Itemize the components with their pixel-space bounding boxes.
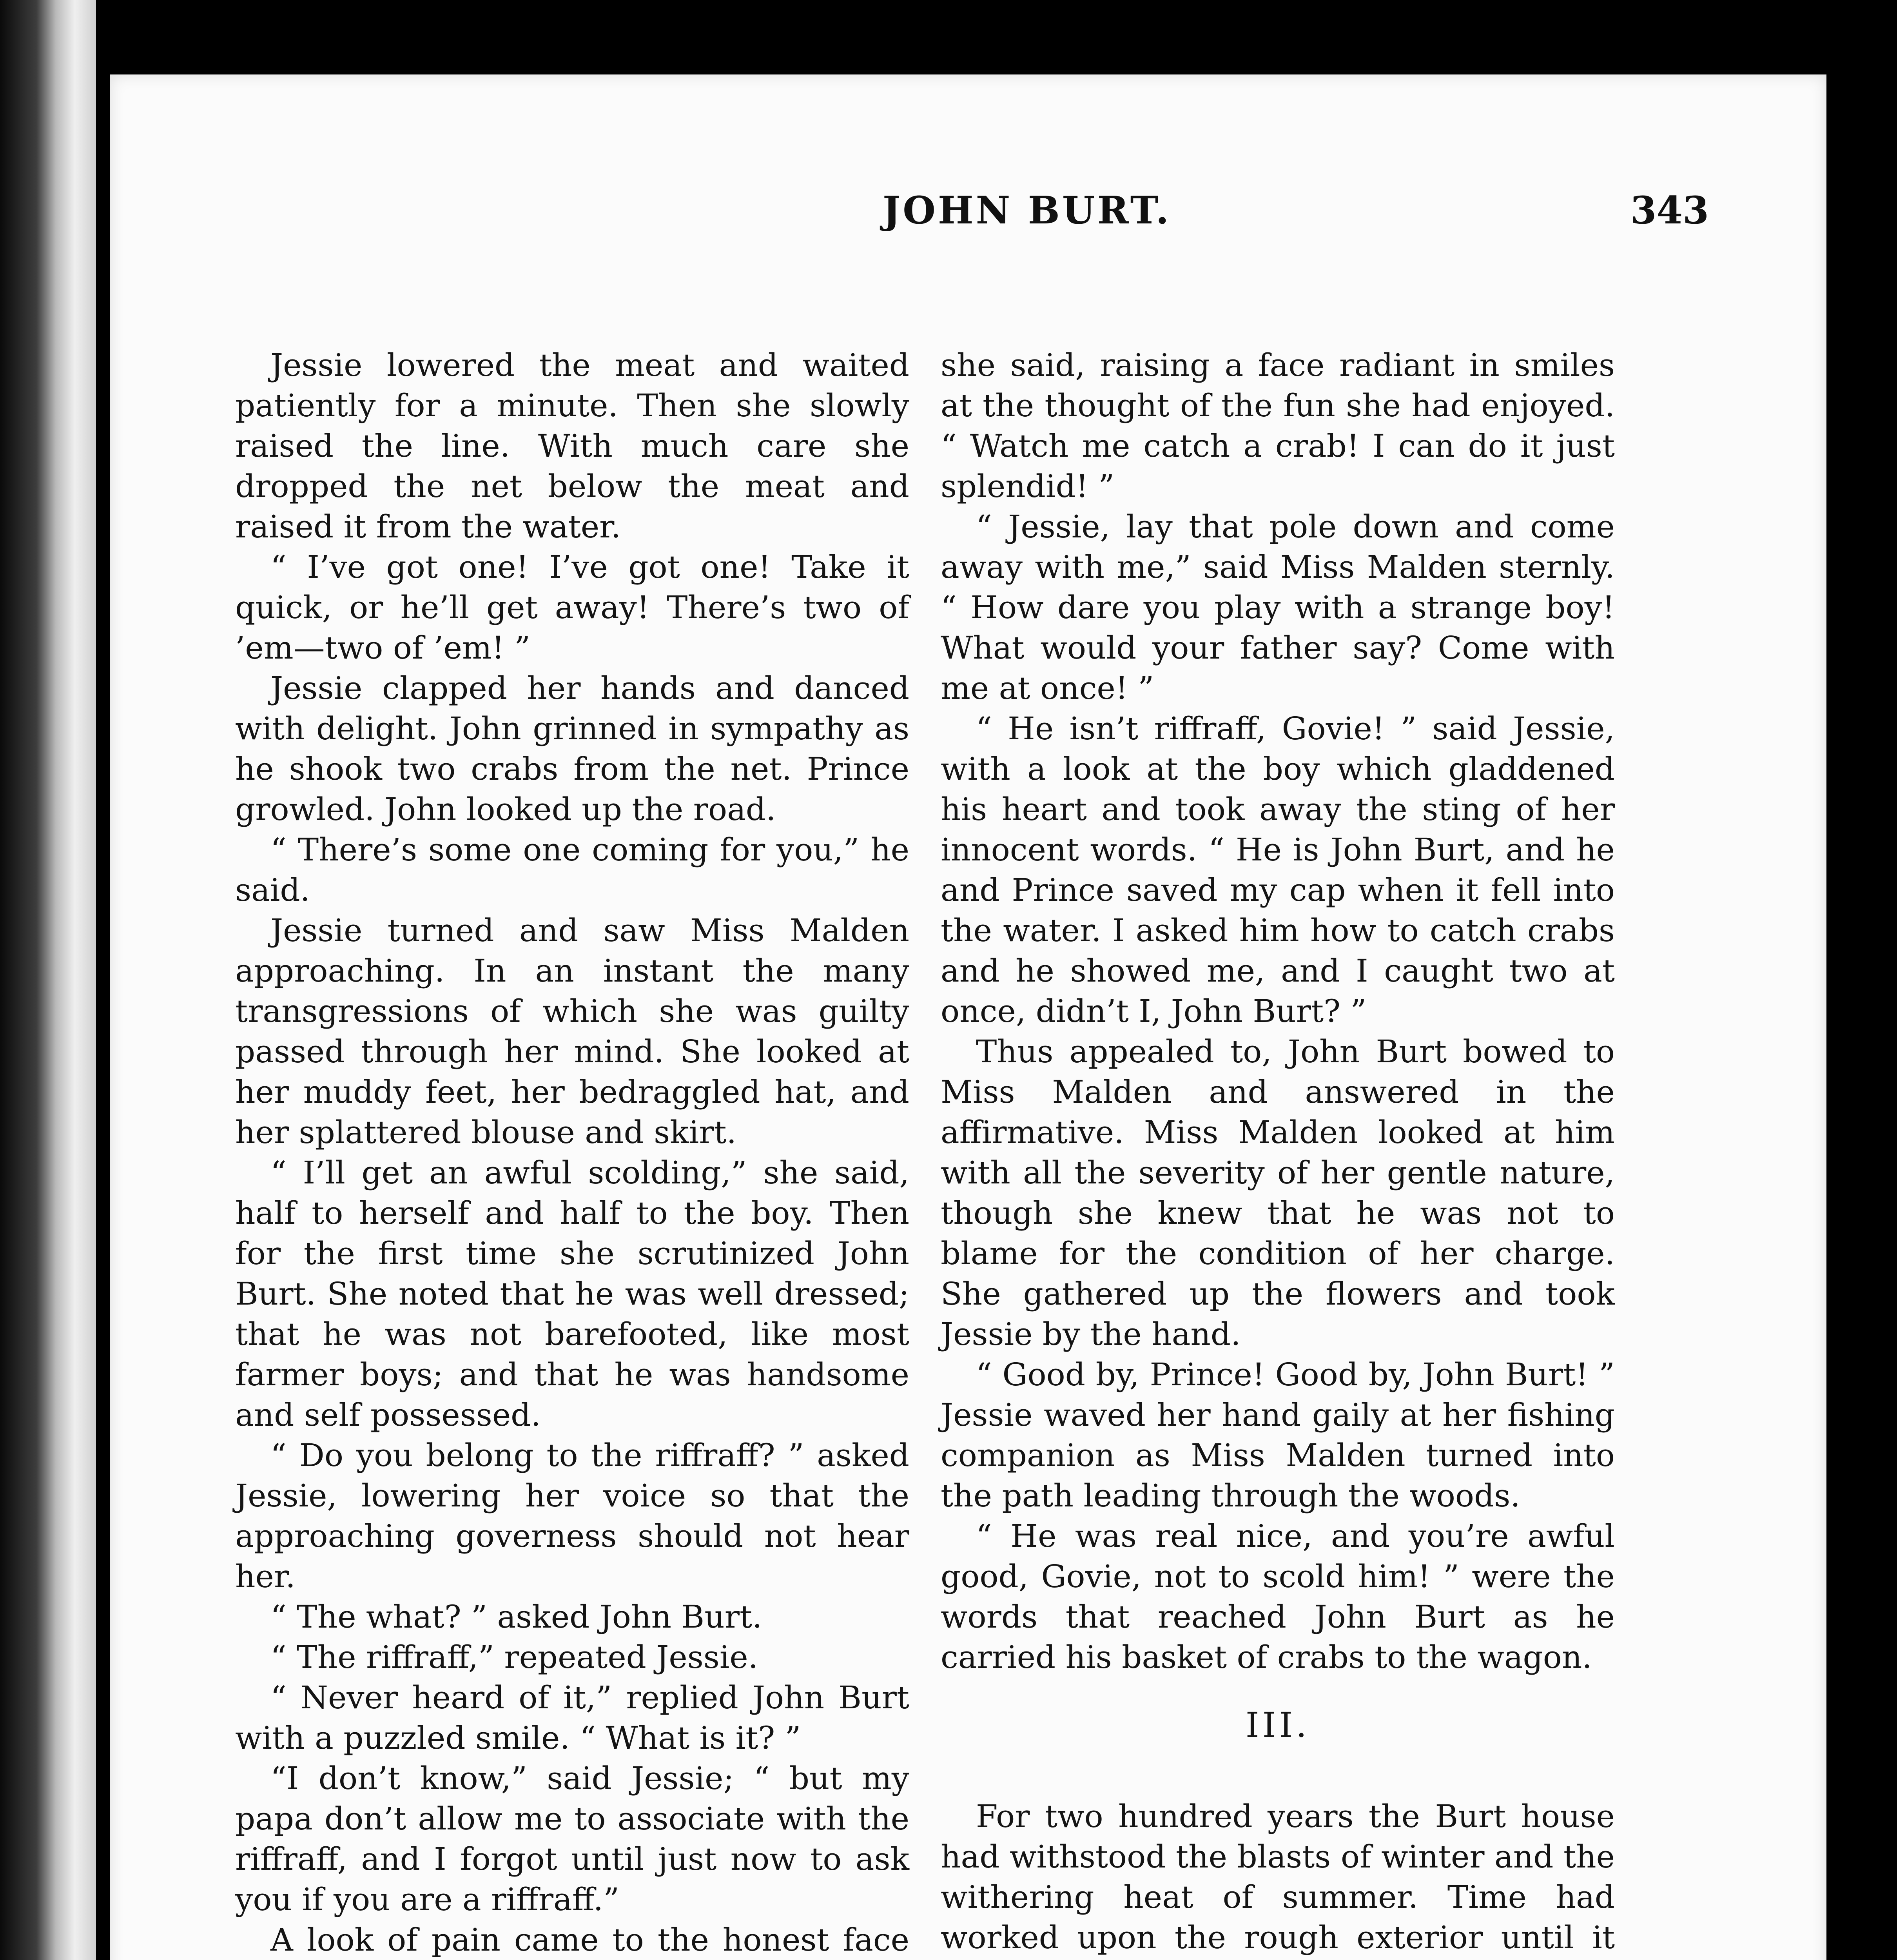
paragraph: For two hundred years the Burt house had withstood the blasts of winter and the withering heat of summer. Time had worked upon the rough exterior until it bbox=[941, 1798, 1615, 1956]
paragraph: “ Good by, Prince! Good by, John Burt! ” Jessie waved her hand gaily at her fishing companion as Miss Malden turned into the path leading through the woods. bbox=[941, 1356, 1615, 1514]
section-heading: III. bbox=[1245, 1705, 1310, 1745]
paragraph: Thus appealed to, John Burt bowed to Miss Malden and answered in the affirmative. Miss Malden looked at him with all the severity of her gentle nature, though she knew that he was not to blame for the condition of her charge. She gathered up the flowers and took Jessie by the hand. bbox=[941, 1033, 1615, 1352]
book-page bbox=[110, 74, 1826, 1960]
paragraph: “ Jessie, lay that pole down and come away with me,” said Miss Malden sternly. “ How dare you play with a strange boy! What would your father say? Come with me at once! ” bbox=[941, 508, 1615, 706]
paragraph: “ Never heard of it,” replied John Burt with a puzzled smile. “ What is it? ” bbox=[235, 1679, 909, 1756]
facing-page-edge bbox=[0, 0, 96, 1960]
paragraph: “ I’ve got one! I’ve got one! Take it quick, or he’ll get away! There’s two of ’em—two of ’em! ” bbox=[235, 549, 909, 666]
paragraph: “ I’ll get an awful scolding,” she said, half to herself and half to the boy. Then for the first time she scrutinized John Burt. She noted that he was well dressed; that he was not barefooted, like most farmer boys; and that he was handsome and self possessed. bbox=[235, 1154, 909, 1433]
paragraph: “ There’s some one coming for you,” he said. bbox=[235, 831, 909, 908]
paragraph: Jessie turned and saw Miss Malden approaching. In an instant the many transgressions of which she was guilty passed through her mind. She looked at her muddy feet, her bedraggled hat, and her splattered blouse and skirt. bbox=[235, 912, 909, 1151]
paragraph: “ The riffraff,” repeated Jessie. bbox=[270, 1639, 758, 1675]
right-column bbox=[941, 345, 1615, 1960]
paragraph: “ He was real nice, and you’re awful good, Govie, not to scold him! ” were the words that reached John Burt as he carried his basket of crabs to the wagon. bbox=[941, 1518, 1615, 1675]
paragraph: “ The what? ” asked John Burt. bbox=[270, 1599, 762, 1635]
page-header bbox=[110, 188, 1826, 259]
page-number: 343 bbox=[1630, 188, 1709, 232]
paragraph: Jessie lowered the meat and waited patiently for a minute. Then she slowly raised the line. With much care she dropped the net below the meat and raised it from the water. bbox=[235, 347, 909, 545]
paragraph: she said, raising a face radiant in smiles at the thought of the fun she had enjoyed. “ Watch me catch a crab! I can do it just splendid! ” bbox=[941, 347, 1615, 505]
left-column bbox=[235, 345, 909, 1960]
paragraph: A look of pain came to the honest face bbox=[270, 1922, 909, 1958]
paragraph: “ Do you belong to the riffraff? ” asked Jessie, lowering her voice so that the approaching governess should not hear her. bbox=[235, 1437, 909, 1595]
paragraph: “I don’t know,” said Jessie; “ but my papa don’t allow me to associate with the riffraff, and I forgot until just now to ask you if you are a riffraff.” bbox=[235, 1760, 909, 1918]
paragraph: “ He isn’t riffraff, Govie! ” said Jessie, with a look at the boy which gladdened his heart and took away the sting of her innocent words. “ He is John Burt, and he and Prince saved my cap when it fell into the water. I asked him how to catch crabs and he showed me, and I caught two at once, didn’t I, John Burt? ” bbox=[941, 710, 1615, 1029]
paragraph: Jessie clapped her hands and danced with delight. John grinned in sympathy as he shook two crabs from the net. Prince growled. John looked up the road. bbox=[235, 670, 909, 828]
running-title: JOHN BURT. bbox=[882, 188, 1172, 232]
